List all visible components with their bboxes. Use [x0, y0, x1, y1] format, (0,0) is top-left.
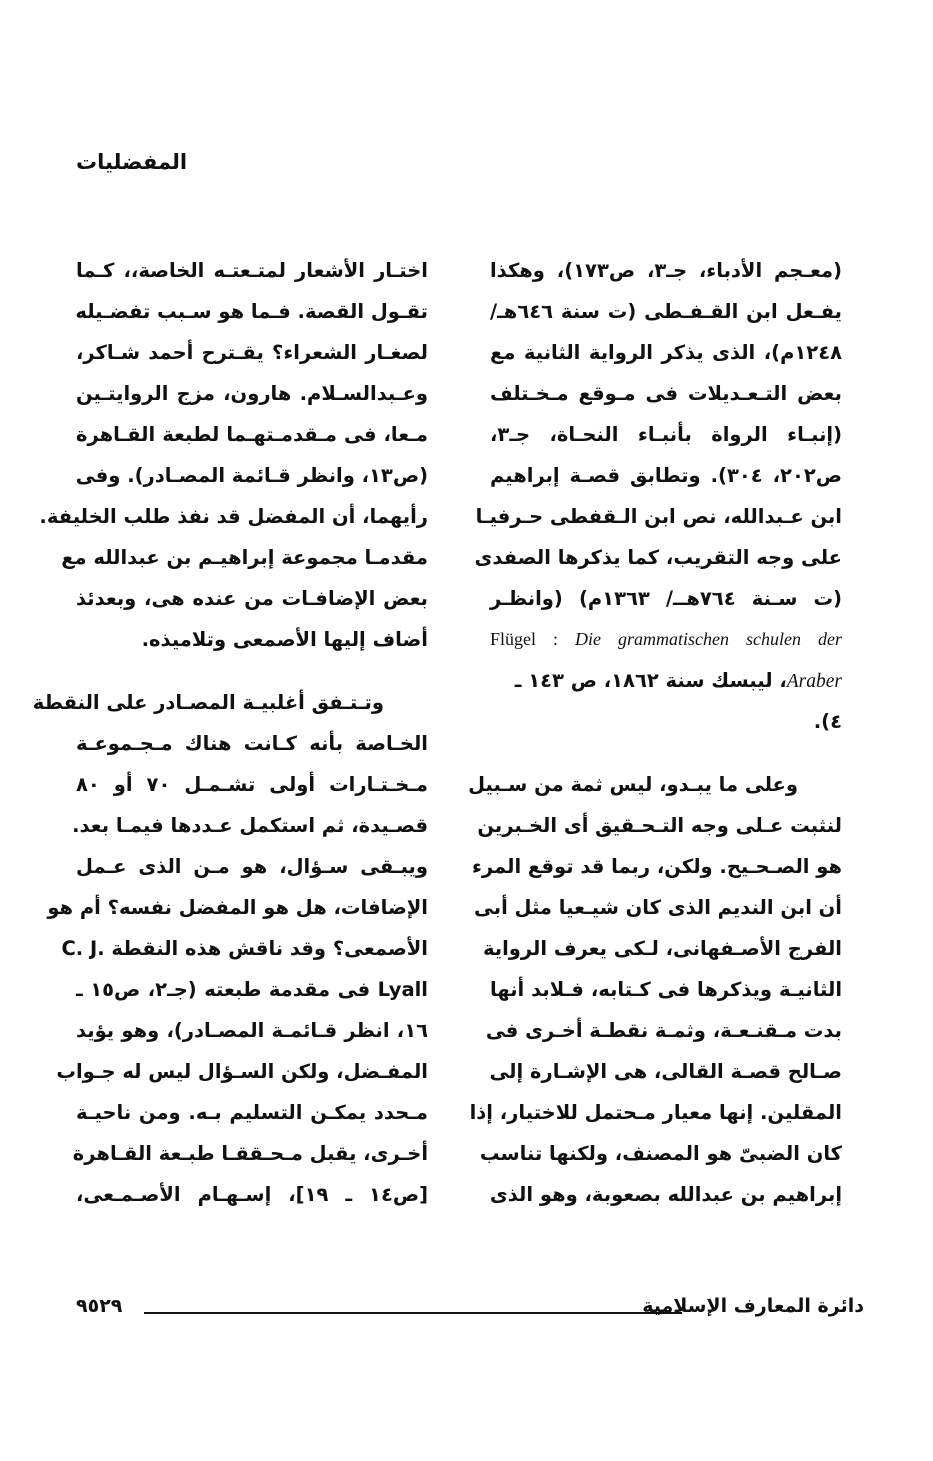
- text-line: مقدمـا مجموعة إبراهيـم بن عبدالله مع: [61, 546, 428, 569]
- reference-author: Flügel :: [490, 629, 576, 649]
- text-line: أضاف إليها الأصمعى وتلاميذه.: [141, 628, 428, 651]
- publication-title: دائرة المعارف الإسلامية: [642, 1295, 864, 1317]
- paragraph-first-line: وعلى ما يبـدو، ليس ثمة من سـبيل: [468, 773, 798, 796]
- text-line: ١٦، انظر قـائمـة المصـادر)، وهو يؤيد: [76, 1019, 428, 1042]
- text-line: الثانيـة ويذكرها فى كـتابه، فـلابد أنها: [490, 978, 842, 1001]
- text-line: ابن عـبدالله، نص ابن الـقفطى حـرفيـا: [475, 505, 842, 528]
- text-line: بعض الإضافـات من عنده هى، وبعدئذ: [76, 587, 428, 610]
- text-line: ص٢٠٢، ٣٠٤). وتطابق قصـة إبراهيم: [490, 464, 842, 487]
- text-line: على وجه التقريب، كما يذكرها الصفدى: [474, 546, 842, 569]
- text-line: مـحدد يمكـن التسليم بـه. ومن ناحيـة: [76, 1101, 428, 1124]
- right-column: [468, 250, 843, 1215]
- text-line: هو الصـحـيح. ولكن، ربما قد توقع المرء: [471, 855, 842, 878]
- text-line: رأيهما، أن المفضل قد نفذ طلب الخليفة.: [39, 505, 428, 528]
- text-line: مـخـتـارات أولى تشـمـل ٧٠ أو ٨٠: [76, 773, 428, 796]
- text-line: بدت مـقنـعـة، وثمـة نقطـة أخـرى فى: [485, 1019, 842, 1042]
- text-line: ٤).: [813, 710, 842, 733]
- text-line: قصـيدة، ثم استكمل عـددها فيمـا بعد.: [72, 814, 428, 837]
- text-line: الأصمعى؟ وقد ناقش هذه النقطة .C. J: [61, 937, 428, 960]
- text-line: ويبـقى سـؤال، هو مـن الذى عـمل: [76, 855, 428, 878]
- text-line: لنثبت عـلى وجه التـحـقيق أى الخـبرين: [477, 814, 842, 837]
- reference-line: [490, 619, 842, 660]
- text-line: (إنبـاء الرواة بأنبـاء النحـاة، جـ٣،: [490, 423, 842, 446]
- text-line: إبراهيم بن عبدالله بصعوبة، وهو الذى: [489, 1183, 842, 1206]
- text-line: الإضافات، هل هو المفضل نفسه؟ أم هو: [47, 896, 428, 919]
- left-column: [32, 250, 429, 1215]
- text-line: المقلين. إنها معيار مـحتمل للاختيار، إذا: [469, 1101, 842, 1124]
- text-line: كان الضبىّ هو المصنف، ولكنها تناسب: [479, 1142, 842, 1165]
- reference-rest: ، ليبسك سنة ١٨٦٢، ص ١٤٣ ـ: [514, 669, 787, 692]
- text-line: أخـرى، يقبل مـحـققـا طبـعة القـاهرة: [72, 1142, 428, 1165]
- text-line: بعض التـعـديلات فى مـوقع مـخـتلف: [490, 382, 842, 405]
- running-title: المفضليات: [76, 150, 188, 174]
- page-number: ٩٥٢٩: [76, 1295, 123, 1317]
- paragraph-first-line: وتـتـفق أغلبيـة المصـادر على النقطة: [32, 691, 384, 714]
- text-line: مـعا، فى مـقدمـتهـما لطبعة القـاهرة: [76, 423, 428, 446]
- text-line: الفرج الأصـفهانى، لـكى يعرف الرواية: [482, 937, 842, 960]
- page-footer: [76, 1290, 864, 1330]
- text-line: (ت سـنة ٧٦٤هــ/ ١٣٦٣م) (وانظـر: [490, 587, 843, 610]
- text-line: يفـعل ابن القـفـطى (ت سنة ٦٤٦هـ/: [490, 300, 842, 323]
- text-line: أن ابن النديم الذى كان شيـعيا مثل أبى: [474, 896, 842, 919]
- text-line: (ص١٣، وانظر قـائمة المصـادر). وفى: [75, 464, 428, 487]
- text-line: لصغـار الشعراء؟ يقـترح أحمد شـاكر،: [76, 341, 428, 364]
- text-line: تقـول القصة. فـما هو سـبب تفضـيله: [75, 300, 428, 323]
- text-line: [ص١٤ ـ ١٩]، إسـهـام الأصـمـعى،: [76, 1183, 429, 1206]
- text-line: الخـاصة بأنه كـانت هناك مـجـموعـة: [76, 732, 428, 755]
- text-line: صـالح قصـة القالى، هى الإشـارة إلى: [489, 1060, 842, 1083]
- text-line: وعـبدالسـلام. هارون، مزج الروايتـين: [76, 382, 428, 405]
- reference-title: Die grammatischen schulen der: [575, 629, 842, 649]
- text-line: المفـضل، ولكن السـؤال ليس له جـواب: [56, 1060, 428, 1083]
- footer-rule: [144, 1312, 682, 1314]
- text-line: اختـار الأشعار لمتـعتـه الخاصة،، كـما: [76, 259, 428, 282]
- reference-title-end: Araber: [786, 671, 842, 692]
- text-line: (معـجم الأدباء، جـ٣، ص١٧٣)، وهكذا: [490, 259, 843, 282]
- text-line: Lyall فى مقدمة طبعته (جـ٢، ص١٥ ـ: [76, 978, 428, 1001]
- reference-line: [490, 660, 842, 701]
- text-line: ١٢٤٨م)، الذى يذكر الرواية الثانية مع: [490, 341, 842, 364]
